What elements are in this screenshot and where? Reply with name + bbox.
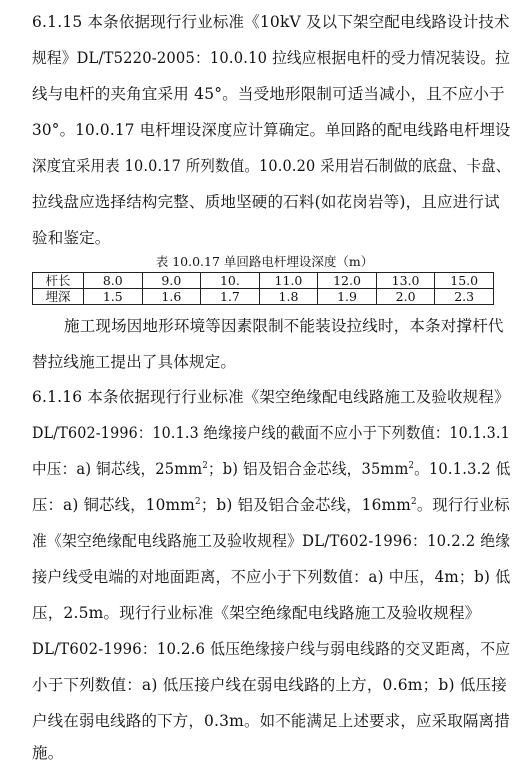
table-row (33, 289, 494, 305)
table-cell: 11.0 (259, 273, 318, 289)
table-cell: 8.0 (84, 273, 143, 289)
paragraph-3-line: 准《架空绝缘配电线路施工及验收规程》DL/T602-1996：10.2.2 绝缘 (32, 532, 511, 550)
superscript: 2 (408, 460, 415, 471)
superscript: 2 (202, 460, 208, 471)
paragraph-3-line: DL/T602-1996：10.1.3 绝缘接户线的截面不应小于下列数值：10.1.3.1 (32, 424, 510, 442)
table-cell: 2.3 (435, 289, 494, 305)
table-cell: 1.7 (201, 289, 260, 305)
burial-depth-table (32, 272, 494, 305)
paragraph-1-line: 6.1.15 本条依据现行行业标准《10kV 及以下架空配电线路设计技术 (32, 13, 510, 31)
table-cell: 1.5 (84, 289, 143, 305)
superscript: 2 (410, 496, 417, 507)
text-run: 压：a) 铜芯线，10mm (32, 496, 195, 514)
table-cell: 1.6 (142, 289, 201, 305)
paragraph-3-line (32, 459, 511, 479)
text-run: ；b) 铝及铝合金芯线，16mm (200, 496, 411, 514)
table-cell: 1.8 (259, 289, 318, 305)
table-cell: 15.0 (435, 273, 494, 289)
table-cell: 13.0 (376, 273, 435, 289)
text-run: ；b) 铝及铝合金芯线，35mm (207, 460, 409, 478)
paragraph-1-line: 深度宜采用表 10.0.17 所列数值。10.0.20 采用岩石制做的底盘、卡盘、 (32, 157, 511, 175)
paragraph-1-line: 验和鉴定。 (32, 229, 111, 247)
text-run: 。10.1.3.2 低 (414, 460, 511, 478)
paragraph-3-line: 接户线受电端的对地面距离，不应小于下列数值：a) 中压，4m；b) 低 (32, 568, 511, 586)
paragraph-3-line: DL/T602-1996：10.2.6 低压绝缘接户线与弱电线路的交叉距离，不应 (32, 640, 511, 658)
paragraph-3-line: 6.1.16 本条依据现行行业标准《架空绝缘配电线路施工及验收规程》 (32, 388, 510, 406)
paragraph-3-line: 户线在弱电线路的下方，0.3m。如不能满足上述要求，应采取隔离措 (32, 712, 510, 730)
text-run: 。现行行业标 (416, 496, 510, 514)
paragraph-1-line: 规程》DL/T5220-2005：10.0.10 拉线应根据电杆的受力情况装设。拉 (32, 49, 510, 67)
table-cell: 2.0 (376, 289, 435, 305)
paragraph-3-line: 压，2.5m。现行行业标准《架空绝缘配电线路施工及验收规程》 (32, 604, 481, 622)
paragraph-1-line: 拉线盘应选择结构完整、质地坚硬的石料(如花岗岩等)，且应进行试 (32, 193, 500, 211)
paragraph-2-line: 替拉线施工提出了具体规定。 (32, 353, 237, 371)
text-run: 中压：a) 铜芯线，25mm (32, 460, 203, 478)
paragraph-2-line: 施工现场因地形环境等因素限制不能装设拉线时，本条对撑杆代 (64, 317, 504, 335)
table-row (33, 273, 494, 289)
paragraph-1-line: 线与电杆的夹角宜采用 45°。当受地形限制可适当减小，且不应小于 (32, 85, 505, 103)
table-cell: 10. (201, 273, 260, 289)
table-cell: 9.0 (142, 273, 201, 289)
table-caption: 表 10.0.17 单回路电杆埋设深度（m） (155, 254, 374, 269)
paragraph-3-line (32, 495, 510, 515)
superscript: 2 (194, 496, 201, 507)
paragraph-3-line: 施。 (32, 744, 64, 762)
paragraph-1-line: 30°。10.0.17 电杆埋设深度应计算确定。单回路的配电线路电杆埋设 (32, 121, 511, 139)
table-cell: 杆长 (33, 273, 84, 289)
table-cell: 12.0 (318, 273, 377, 289)
table-cell: 埋深 (33, 289, 84, 305)
table-cell: 1.9 (318, 289, 377, 305)
paragraph-3-line: 小于下列数值：a) 低压接户线在弱电线路的上方，0.6m；b) 低压接 (32, 676, 507, 694)
